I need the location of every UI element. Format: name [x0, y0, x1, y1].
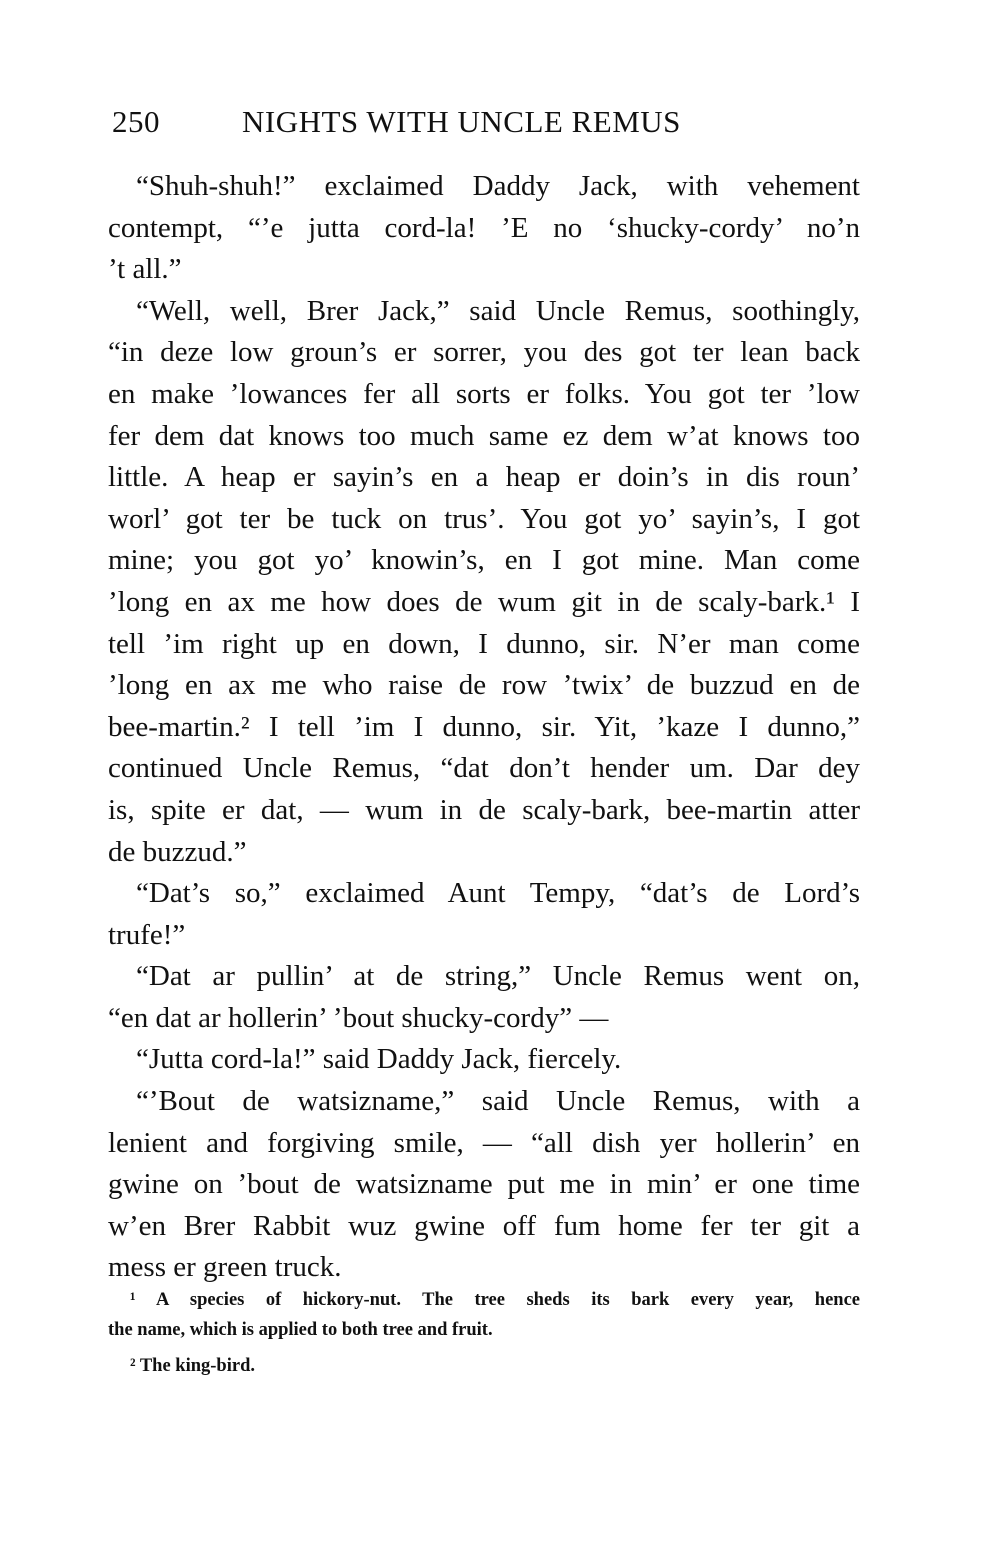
footnotes	[108, 1285, 860, 1381]
text-line: worl’ got ter be tuck on trus’. You got yo’ sayin’s, I got	[108, 502, 860, 535]
text-line: contempt, “’e jutta cord-la! ’E no ‘shucky-cordy’ no’n	[108, 211, 860, 244]
running-header	[112, 104, 862, 144]
body-text	[108, 166, 860, 1289]
text-line: gwine on ’bout de watsizname put me in min’ er one time	[108, 1168, 860, 1201]
text-line: mine; you got yo’ knowin’s, en I got mine. Man come	[108, 544, 860, 577]
text-line: “Dat ar pullin’ at de string,” Uncle Remus went on,	[136, 960, 860, 993]
text-line: tell ’im right up en down, I dunno, sir. N’er man come	[108, 627, 860, 660]
text-line: “’Bout de watsizname,” said Uncle Remus, with a	[136, 1085, 860, 1118]
text-line: “en dat ar hollerin’ ’bout shucky-cordy” —	[108, 1001, 609, 1034]
text-line: mess er green truck.	[108, 1251, 342, 1284]
footnote-2: ² The king-bird.	[130, 1356, 255, 1376]
text-line: w’en Brer Rabbit wuz gwine off fum home fer ter git a	[108, 1209, 860, 1242]
text-line: “in deze low groun’s er sorrer, you des got ter lean back	[108, 336, 860, 369]
text-line: “Shuh-shuh!” exclaimed Daddy Jack, with vehement	[136, 170, 860, 202]
text-line: ’t all.”	[108, 253, 182, 286]
text-line: ’long en ax me how does de wum git in de scaly-bark.¹ I	[108, 585, 860, 618]
text-line: de buzzud.”	[108, 835, 247, 868]
running-title: NIGHTS WITH UNCLE REMUS	[242, 104, 681, 139]
footnote-1-line-1: ¹ A species of hickory-nut. The tree sheds its bark every year, hence	[130, 1290, 860, 1310]
text-line: en make ’lowances fer all sorts er folks. You got ter ’low	[108, 377, 860, 410]
text-line: trufe!”	[108, 918, 186, 951]
text-line: “Jutta cord-la!” said Daddy Jack, fiercely.	[136, 1043, 622, 1076]
text-line: lenient and forgiving smile, — “all dish yer hollerin’ en	[108, 1126, 860, 1159]
text-line: is, spite er dat, — wum in de scaly-bark, bee-martin atter	[108, 793, 860, 826]
text-line: little. A heap er sayin’s en a heap er doin’s in dis roun’	[108, 461, 860, 494]
text-line: ’long en ax me who raise de row ’twix’ de buzzud en de	[108, 669, 860, 702]
page-number: 250	[112, 104, 160, 139]
text-line: bee-martin.² I tell ’im I dunno, sir. Yit, ’kaze I dunno,”	[108, 710, 860, 743]
footnote-1-line-2: the name, which is applied to both tree and fruit.	[108, 1320, 493, 1340]
text-line: “Well, well, Brer Jack,” said Uncle Remus, soothingly,	[136, 294, 860, 327]
text-line: fer dem dat knows too much same ez dem w’at knows too	[108, 419, 860, 452]
text-line: “Dat’s so,” exclaimed Aunt Tempy, “dat’s de Lord’s	[136, 877, 860, 910]
text-line: continued Uncle Remus, “dat don’t hender um. Dar dey	[108, 752, 860, 785]
